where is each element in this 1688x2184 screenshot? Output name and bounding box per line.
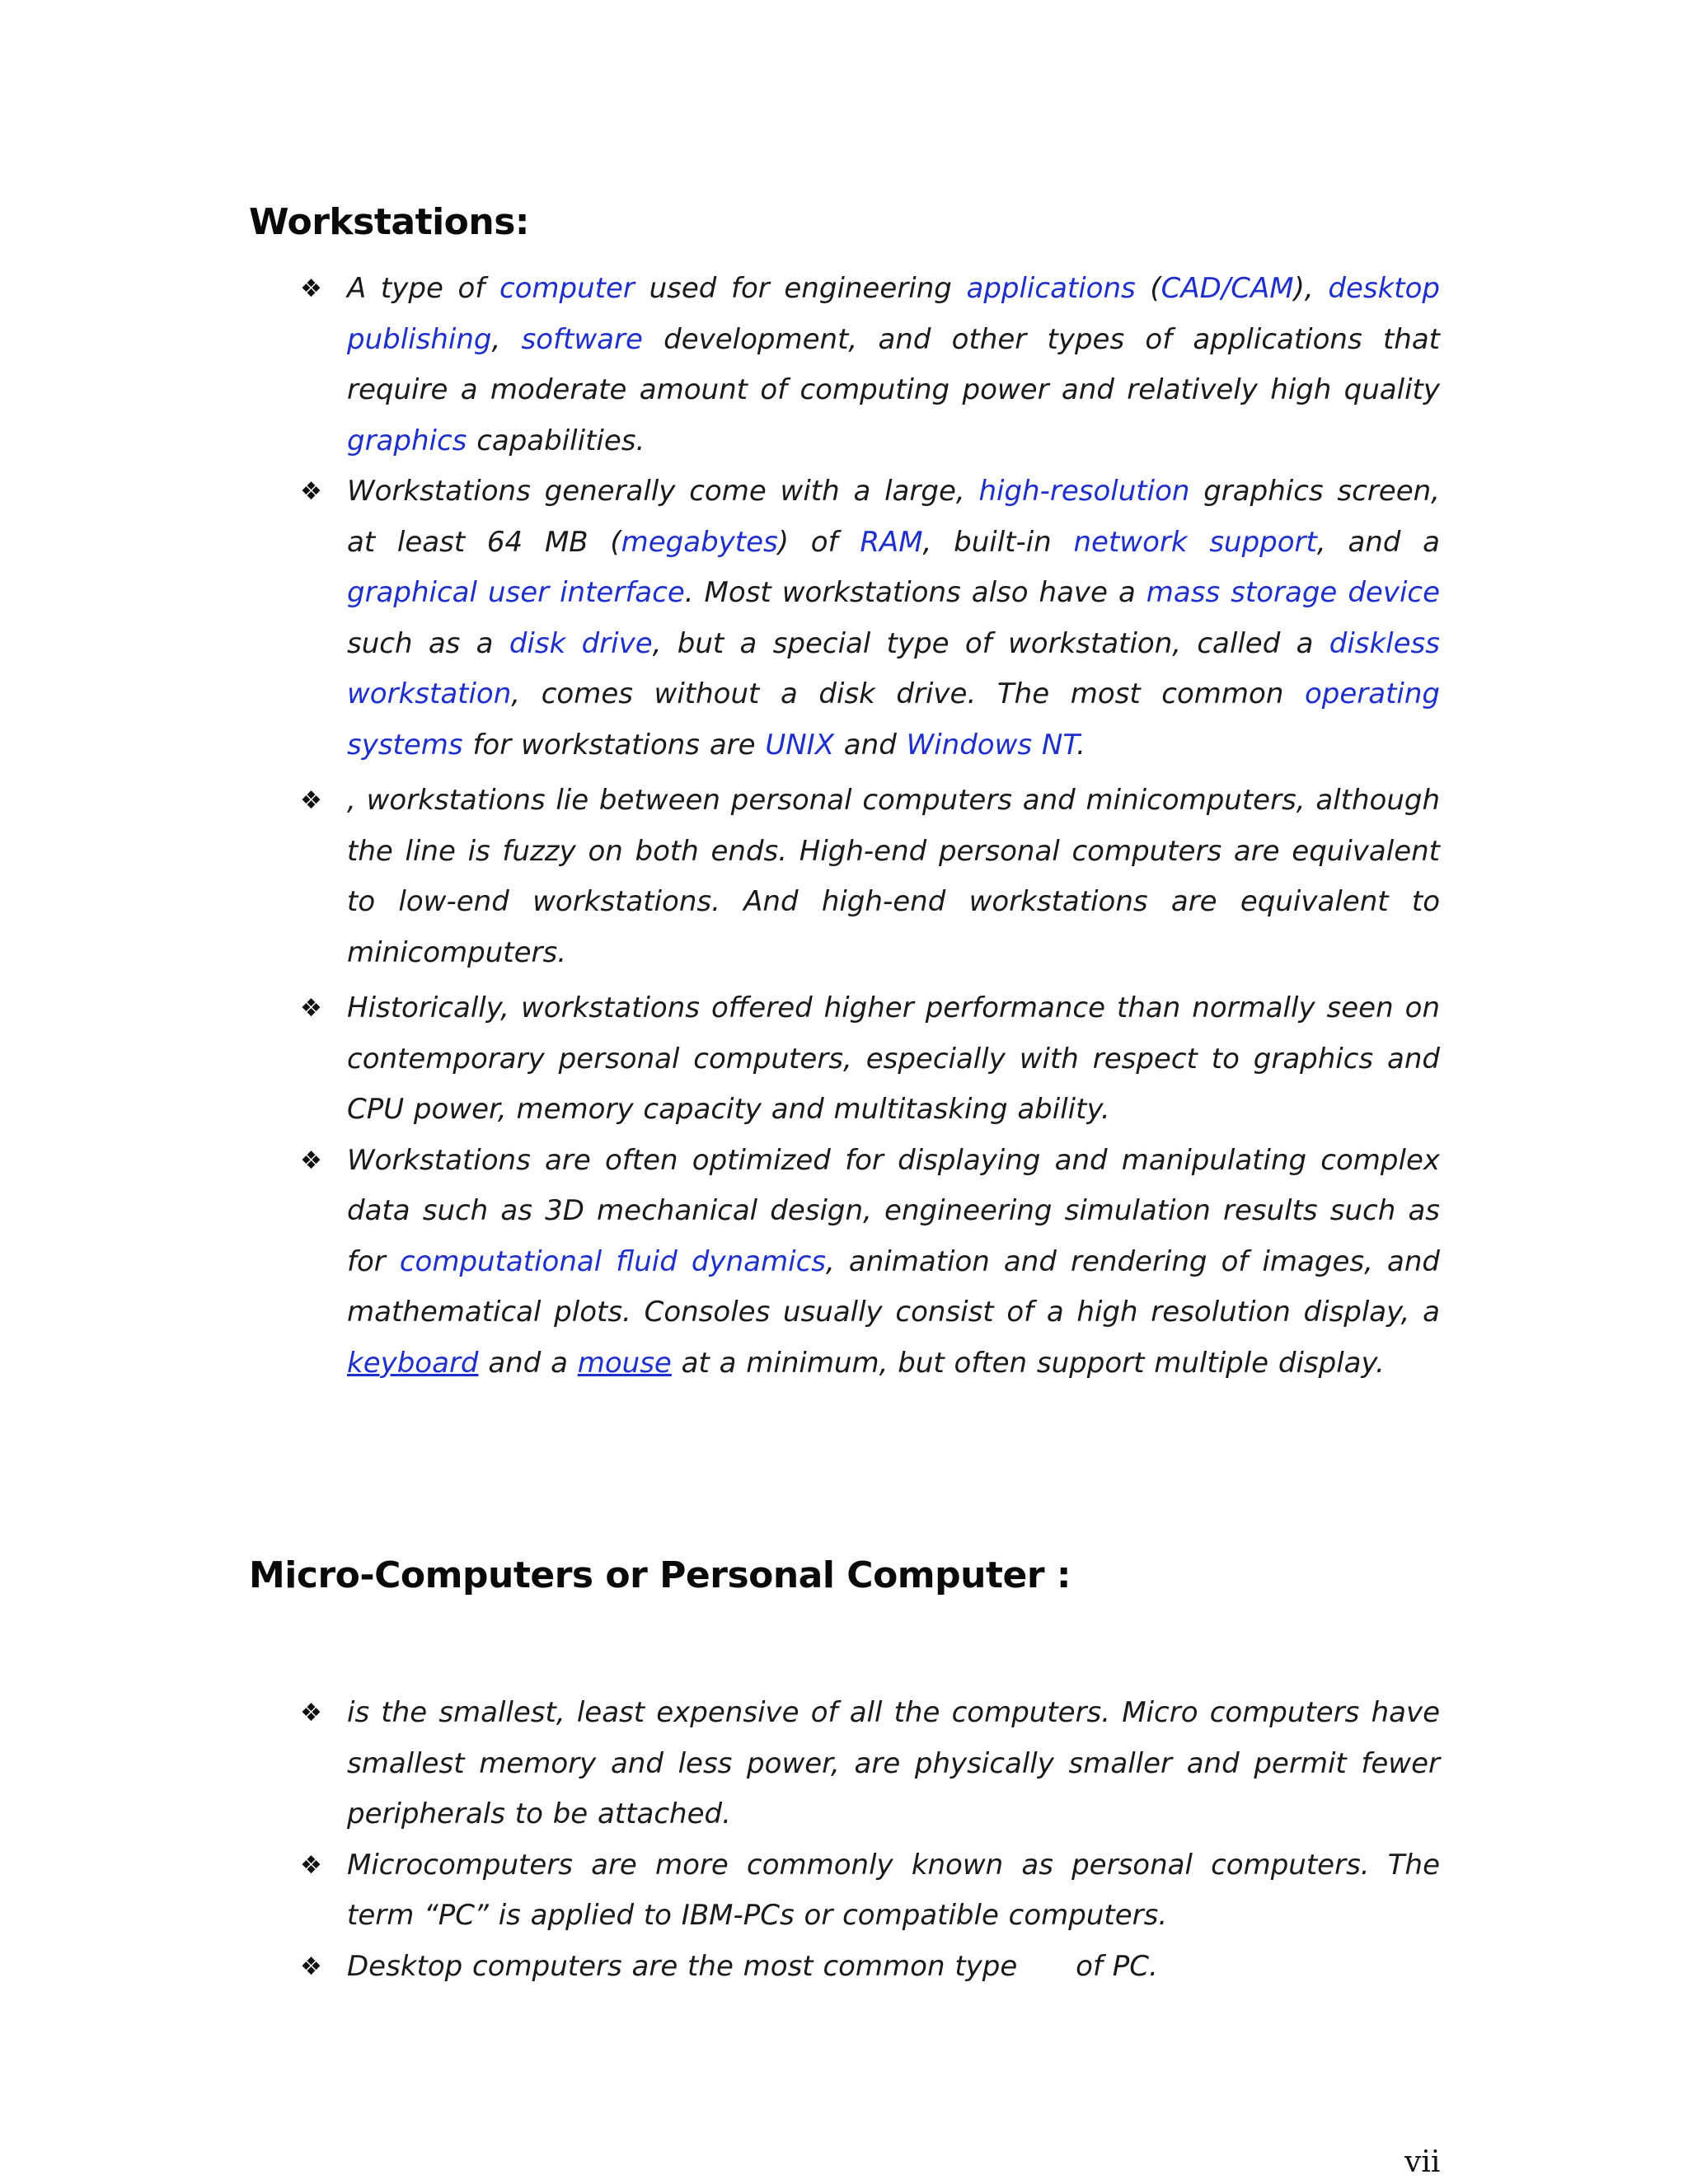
list-item: [0, 983, 1440, 1136]
list-item: [0, 264, 1440, 466]
bullet-text: Microcomputers are more commonly known as personal computers. The term “PC” is applied to IBM-PCs or compatible computers.: [347, 1848, 1440, 1932]
diamond-bullet-icon: ❖: [300, 477, 322, 506]
page-number: vii: [1404, 2145, 1441, 2179]
link-high-resolution[interactable]: high-resolution: [978, 475, 1190, 508]
link-windows-nt[interactable]: Windows NT: [906, 728, 1077, 762]
list-item: [0, 1942, 1440, 1993]
link-desktop-publishing[interactable]: desktop publishing: [347, 272, 1440, 356]
diamond-bullet-icon: ❖: [300, 1699, 322, 1727]
link-graphics[interactable]: graphics: [347, 424, 467, 457]
link-keyboard[interactable]: keyboard: [347, 1346, 479, 1380]
list-item: [0, 776, 1440, 978]
workstations-bullet-list: [0, 264, 1688, 1389]
link-computer[interactable]: computer: [499, 272, 635, 305]
bullet-text: Desktop computers are the most common type of PC.: [347, 1949, 1158, 1983]
diamond-bullet-icon: ❖: [300, 994, 322, 1023]
link-operating-systems[interactable]: operating systems: [347, 677, 1440, 762]
link-megabytes[interactable]: megabytes: [621, 525, 778, 559]
bullet-text: Workstations are often optimized for displaying and manipulating complex data such as 3D mechanical design, engineering simulation results such as for computational fluid dynamics, animation and rendering of images, and mathematical plots. Consoles usually consist of a high resolution display, a keyboard and a mouse at a minimum, but often support multiple display.: [347, 1143, 1440, 1380]
bullet-text: , workstations lie between personal computers and minicomputers, although the line is fuzzy on both ends. High-end personal computers are equivalent to low-end workstations. And high-end workstations are equivalent to minicomputers.: [347, 784, 1440, 969]
link-disk-drive[interactable]: disk drive: [509, 626, 653, 660]
link-graphical-user-interface[interactable]: graphical user interface: [347, 576, 685, 609]
micro-computers-bullet-list: [0, 1688, 1688, 1992]
diamond-bullet-icon: ❖: [300, 274, 322, 303]
link-applications[interactable]: applications: [966, 272, 1136, 305]
bullet-text: is the smallest, least expensive of all the computers. Micro computers have smallest memory and less power, are physically smaller and permit fewer peripherals to be attached.: [347, 1696, 1440, 1830]
diamond-bullet-icon: ❖: [300, 1952, 322, 1981]
link-diskless-workstation[interactable]: diskless workstation: [347, 626, 1440, 710]
diamond-bullet-icon: ❖: [300, 1850, 322, 1880]
bullet-text: Historically, workstations offered higher performance than normally seen on contemporary personal computers, especially with respect to graphics and CPU power, memory capacity and multitasking ability.: [347, 991, 1440, 1126]
link-network-support[interactable]: network support: [1073, 525, 1317, 559]
bullet-text: A type of computer used for engineering applications (CAD/CAM), desktop publishing, software development, and other types of applications that require a moderate amount of computing power and relatively high quality graphics capabilities.: [347, 272, 1440, 457]
link-mass-storage-device[interactable]: mass storage device: [1146, 576, 1440, 609]
bullet-text: Workstations generally come with a large, high-resolution graphics screen, at least 64 MB (megabytes) of RAM, built-in network support, and a graphical user interface. Most workstations also have a mass storage device such as a disk drive, but a special type of workstation, called a diskless workstation, comes without a disk drive. The most common operating systems for workstations are UNIX and Windows NT.: [347, 475, 1440, 762]
list-item: [0, 1136, 1440, 1390]
list-item: [0, 466, 1440, 771]
section-heading-micro-computers: Micro-Computers or Personal Computer :: [249, 1554, 1071, 1596]
list-item: [0, 1840, 1440, 1942]
section-heading-workstations: Workstations:: [249, 201, 530, 243]
link-ram[interactable]: RAM: [860, 525, 923, 559]
list-item: [0, 1688, 1440, 1840]
link-mouse[interactable]: mouse: [577, 1346, 672, 1380]
link-computational-fluid-dynamics[interactable]: computational fluid dynamics: [399, 1244, 826, 1278]
diamond-bullet-icon: ❖: [300, 1146, 322, 1175]
link-unix[interactable]: UNIX: [765, 728, 834, 762]
link-cad-cam[interactable]: CAD/CAM: [1160, 272, 1294, 305]
link-software[interactable]: software: [521, 322, 643, 356]
diamond-bullet-icon: ❖: [300, 786, 322, 815]
